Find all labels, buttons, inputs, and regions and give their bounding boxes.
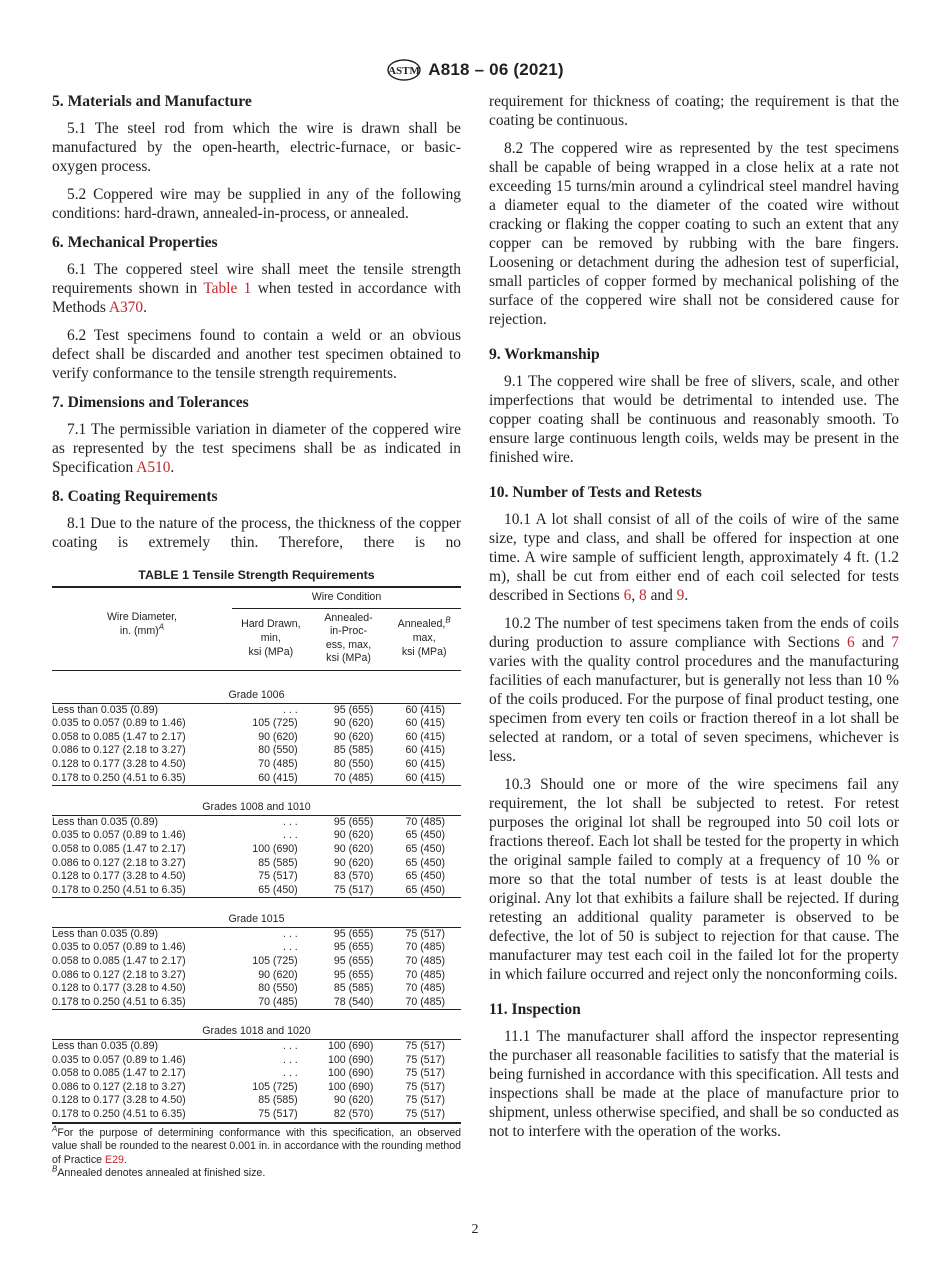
annealed-cell: 65 (450) [405, 883, 445, 896]
table-row [52, 1094, 461, 1108]
page-header [0, 58, 950, 87]
hard-drawn-cell: 65 (450) [258, 883, 298, 896]
annealed-cell: 60 (415) [405, 730, 445, 743]
document-designation: A818 – 06 (2021) [428, 60, 564, 79]
hard-drawn-cell: 70 (485) [258, 995, 298, 1008]
text: varies with the quality control procedures and the manufacturing facilities of each manufacturer, but is generally not less than 10 % of the coils produced. For the purpose of final product testing, one specimen from every ten coils or fraction thereof in a lot shall be selected at random, or a total of seven specimens, whichever is less. [489, 653, 899, 765]
annealed-in-process-cell: 100 (690) [328, 1053, 374, 1066]
hard-drawn-cell: 75 (517) [258, 870, 298, 883]
table-row [52, 996, 461, 1010]
annealed-in-process-cell: 85 (585) [333, 982, 374, 995]
annealed-in-process-cell: 90 (620) [333, 1094, 374, 1107]
table-row [52, 1040, 461, 1054]
text: and [854, 634, 892, 651]
annealed-cell: 75 (517) [405, 1080, 445, 1093]
text: . [143, 299, 147, 316]
text: 7.1 The permissible variation in diameter of the coppered wire as represented by the test specimens shall be as indicated in Specification [52, 421, 461, 476]
grade-group-row [52, 898, 461, 928]
diameter-cell: 0.086 to 0.127 (2.18 to 3.27) [52, 1080, 186, 1093]
hard-drawn-cell: . . . [282, 829, 298, 842]
annealed-cell: 65 (450) [405, 842, 445, 855]
diameter-cell: 0.086 to 0.127 (2.18 to 3.27) [52, 744, 186, 757]
diameter-cell: Less than 0.035 (0.89) [52, 815, 159, 828]
annealed-cell: 75 (517) [405, 1108, 445, 1120]
grade-group-row [52, 786, 461, 816]
diameter-cell: 0.128 to 0.177 (3.28 to 4.50) [52, 1094, 186, 1107]
text: 6.1 The coppered steel wire shall meet the tensile strength requirements shown in [52, 261, 461, 297]
diameter-cell: Less than 0.035 (0.89) [52, 927, 159, 940]
section-heading: 10. Number of Tests and Retests [489, 484, 702, 501]
annealed-in-process-cell: 100 (690) [328, 1040, 374, 1053]
header-text: ksi (MPa) [248, 645, 294, 658]
annealed-cell: 60 (415) [405, 757, 445, 770]
paragraph-8-1-cont: requirement for thickness of coating; the requirement is that the coating be continuous. [489, 93, 899, 129]
paragraph-8-2: 8.2 The coppered wire as represented by the test specimens shall be capable of being wrapped in a close helix at a rate not exceeding 15 turns/min around a cylindrical steel mandrel having a diameter equal to the diameter of the coated wire without cracking or flaking the copper coating to such an extent that any copper can be removed by rubbing with the bare fingers. Loosening or detachment during the adhesion test of superficial, small particles of copper formed by mechanical polishing of the surface of the coppered wire shall not be considered cause for rejection. [489, 140, 899, 328]
header-hard-drawn [232, 608, 310, 670]
diameter-cell: 0.128 to 0.177 (3.28 to 4.50) [52, 757, 186, 770]
hard-drawn-cell: 60 (415) [258, 771, 298, 784]
table-row [52, 772, 461, 786]
hard-drawn-cell: 105 (725) [252, 1080, 298, 1093]
hard-drawn-cell: . . . [282, 815, 298, 828]
paragraph-10-1 [489, 510, 899, 605]
paragraph-10-2 [489, 614, 899, 766]
text: . [170, 459, 175, 476]
annealed-cell: 70 (485) [405, 968, 445, 981]
annealed-in-process-cell: 82 (570) [333, 1108, 374, 1120]
section-heading: 5. Materials and Manufacture [52, 93, 252, 110]
annealed-cell: 65 (450) [405, 829, 445, 842]
annealed-cell: 75 (517) [405, 1040, 445, 1053]
paragraph-5-2: 5.2 Coppered wire may be supplied in any of the following conditions: hard-drawn, annealed-in-process, or annealed. [52, 186, 461, 222]
hard-drawn-cell: 105 (725) [252, 955, 298, 968]
hard-drawn-cell: 85 (585) [258, 856, 298, 869]
grade-label: Grade 1015 [52, 898, 461, 928]
svg-text:ASTM: ASTM [388, 65, 421, 77]
link-section-9[interactable]: 9 [676, 587, 685, 604]
table-row [52, 731, 461, 745]
annealed-cell: 60 (415) [405, 717, 445, 730]
annealed-cell: 60 (415) [405, 744, 445, 757]
annealed-in-process-cell: 95 (655) [333, 968, 374, 981]
annealed-in-process-cell: 80 (550) [333, 757, 374, 770]
annealed-cell: 70 (485) [405, 955, 445, 968]
link-section-6[interactable]: 6 [847, 634, 855, 651]
section-8 [52, 487, 461, 552]
annealed-in-process-cell: 70 (485) [333, 771, 374, 784]
annealed-in-process-cell: 90 (620) [333, 829, 374, 842]
header-wire-condition: Wire Condition [232, 587, 461, 608]
footnote-text: For the purpose of determining conformance with this specification, an observed value shall be rounded to the nearest 0.001 in. in accordance with the rounding method of Practice [52, 1126, 461, 1166]
diameter-cell: 0.178 to 0.250 (4.51 to 6.35) [52, 883, 186, 896]
annealed-in-process-cell: 83 (570) [333, 870, 374, 883]
annealed-in-process-cell: 85 (585) [333, 744, 374, 757]
header-text: Annealed- [324, 611, 373, 624]
diameter-cell: 0.178 to 0.250 (4.51 to 6.35) [52, 771, 186, 784]
paragraph-11-1: 11.1 The manufacturer shall afford the inspector representing the purchaser all reasonable facilities to satisfy that the material is being furnished in accordance with this specification. All tests and inspections shall be made at the place of manufacture prior to shipment, unless otherwise specified, and shall be so conducted as not to interfere with the operation of the works. [489, 1028, 899, 1140]
paragraph-8-1: 8.1 Due to the nature of the process, the thickness of the copper coating is extremely thin. Therefore, there is no [52, 515, 461, 551]
diameter-cell: Less than 0.035 (0.89) [52, 1040, 159, 1053]
annealed-in-process-cell: 95 (655) [333, 927, 374, 940]
table-row [52, 1054, 461, 1068]
section-5 [52, 92, 461, 223]
annealed-in-process-cell: 78 (540) [333, 995, 374, 1008]
annealed-cell: 60 (415) [405, 703, 445, 716]
table-row [52, 829, 461, 843]
diameter-cell: 0.178 to 0.250 (4.51 to 6.35) [52, 995, 186, 1008]
footnote-text: Annealed denotes annealed at finished size. [57, 1167, 266, 1180]
diameter-cell: 0.128 to 0.177 (3.28 to 4.50) [52, 870, 186, 883]
annealed-in-process-cell: 90 (620) [333, 842, 374, 855]
table-title: TABLE 1 Tensile Strength Requirements [138, 568, 375, 582]
left-column [52, 92, 461, 562]
header-text: min, [260, 631, 281, 644]
section-10 [489, 483, 899, 984]
hard-drawn-cell: . . . [282, 927, 298, 940]
diameter-cell: Less than 0.035 (0.89) [52, 703, 159, 716]
hard-drawn-cell: 105 (725) [252, 717, 298, 730]
section-7 [52, 393, 461, 477]
hard-drawn-cell: 90 (620) [258, 968, 298, 981]
table-footer-rule [52, 1122, 461, 1124]
table-row [52, 717, 461, 731]
paragraph-7-1 [52, 420, 461, 477]
annealed-in-process-cell: 100 (690) [328, 1067, 374, 1080]
grade-group-row [52, 670, 461, 703]
link-a510[interactable]: A510 [136, 459, 171, 476]
annealed-in-process-cell: 95 (655) [333, 941, 374, 954]
paragraph-9-1: 9.1 The coppered wire shall be free of slivers, scale, and other imperfections that would be detrimental to intended use. The copper coating shall be continuous and reasonably smooth. To ensure large continuous length coils, welds may be present in the finished wire. [489, 373, 899, 466]
hard-drawn-cell: 80 (550) [258, 744, 298, 757]
header-text: in. (mm) [119, 624, 159, 637]
annealed-cell: 70 (485) [405, 941, 445, 954]
link-a370[interactable]: A370 [108, 299, 144, 316]
section-6 [52, 233, 461, 383]
diameter-cell: 0.058 to 0.085 (1.47 to 2.17) [52, 842, 186, 855]
header-text: Wire Diameter, [106, 611, 177, 624]
grade-label: Grades 1008 and 1010 [52, 786, 461, 816]
section-heading: 6. Mechanical Properties [52, 234, 218, 251]
diameter-cell: 0.058 to 0.085 (1.47 to 2.17) [52, 955, 186, 968]
header-text: ksi (MPa) [326, 652, 371, 665]
footnote-marker: B [445, 615, 451, 625]
diameter-cell: 0.128 to 0.177 (3.28 to 4.50) [52, 982, 186, 995]
annealed-cell: 70 (485) [405, 995, 445, 1008]
section-heading: 9. Workmanship [489, 346, 600, 363]
table-row [52, 1081, 461, 1095]
table-row [52, 1067, 461, 1081]
grade-label: Grades 1018 and 1020 [52, 1010, 461, 1040]
annealed-cell: 65 (450) [405, 856, 445, 869]
section-11 [489, 1000, 899, 1141]
table-row [52, 870, 461, 884]
annealed-cell: 70 (485) [405, 982, 445, 995]
annealed-cell: 70 (485) [405, 815, 445, 828]
table-1 [52, 568, 461, 1181]
hard-drawn-cell: 70 (485) [258, 757, 298, 770]
text: , [631, 587, 640, 604]
hard-drawn-cell: . . . [282, 703, 298, 716]
hard-drawn-cell: 85 (585) [258, 1094, 298, 1107]
annealed-in-process-cell: 100 (690) [328, 1080, 374, 1093]
link-e29[interactable]: E29 [105, 1153, 124, 1166]
header-text: ess, max, [325, 638, 372, 651]
diameter-cell: 0.086 to 0.127 (2.18 to 3.27) [52, 856, 186, 869]
annealed-cell: 60 (415) [405, 771, 445, 784]
footnote-text: . [123, 1153, 127, 1166]
paragraph-10-3: 10.3 Should one or more of the wire specimens fail any requirement, the lot shall be subjected to retest. For retest purposes the original lot shall be regrouped into 50 coil lots or fractions thereof. Each lot shall be tested for the property in which the original sample failed to comply at a frequency of 10 % or more so that the total number of tests is at least double the original. Any lot that exhibits a failure shall be rejected. If during retesting an additional quality parameter is observed to be defective, the lot of 50 is subject to rejection for that cause. The manufacturer may test each coil in the failed lot for the property in which failure occurred and reject only the nonconforming coils. [489, 776, 899, 983]
hard-drawn-cell: . . . [282, 1067, 298, 1080]
annealed-cell: 65 (450) [405, 870, 445, 883]
footnote-a [52, 1124, 461, 1168]
diameter-cell: 0.058 to 0.085 (1.47 to 2.17) [52, 1067, 186, 1080]
hard-drawn-cell: 80 (550) [258, 982, 298, 995]
table-row [52, 969, 461, 983]
section-8-continued [489, 92, 899, 329]
diameter-cell: 0.058 to 0.085 (1.47 to 2.17) [52, 730, 186, 743]
footnote-b [52, 1164, 461, 1181]
table-row [52, 1108, 461, 1122]
diameter-cell: 0.035 to 0.057 (0.89 to 1.46) [52, 941, 186, 954]
paragraph-5-1: 5.1 The steel rod from which the wire is drawn shall be manufactured by the open-hearth, electric-furnace, or basic-oxygen process. [52, 120, 461, 175]
table-row [52, 815, 461, 829]
right-column [489, 92, 899, 1151]
section-heading: 7. Dimensions and Tolerances [52, 394, 249, 411]
footnote-marker: A [52, 1124, 58, 1134]
table-row [52, 941, 461, 955]
section-heading: 11. Inspection [489, 1001, 581, 1018]
text: 10.2 The number of test specimens taken from the ends of coils during production to assure compliance with Sections [489, 615, 899, 651]
table-row [52, 884, 461, 898]
text: and [646, 587, 677, 604]
header-text: Hard Drawn, [241, 618, 301, 631]
header-text: Annealed, [397, 618, 446, 631]
section-heading: 8. Coating Requirements [52, 488, 218, 505]
annealed-in-process-cell: 95 (655) [333, 955, 374, 968]
link-section-8[interactable]: 8 [639, 587, 647, 604]
header-text: in-Proc- [329, 625, 368, 638]
diameter-cell: 0.086 to 0.127 (2.18 to 3.27) [52, 968, 186, 981]
footnote-marker: A [158, 622, 165, 632]
text: when tested in accordance with Methods [52, 280, 461, 316]
table-row [52, 857, 461, 871]
annealed-in-process-cell: 95 (655) [333, 703, 374, 716]
table-row [52, 758, 461, 772]
table-body [52, 670, 461, 1121]
annealed-in-process-cell: 90 (620) [333, 717, 374, 730]
text: 10.1 A lot shall consist of all of the coils of wire of the same size, type and class, and shall be offered for inspection at one time. A wire sample of sufficient length, approximately 4 ft. (1.2 m), shall be cut from either end of each coil selected for tests described in Sections [489, 511, 899, 604]
hard-drawn-cell: 90 (620) [258, 730, 298, 743]
table-row [52, 703, 461, 717]
annealed-in-process-cell: 90 (620) [333, 856, 374, 869]
text: . [684, 587, 689, 604]
table-row [52, 955, 461, 969]
page-number: 2 [471, 1222, 479, 1237]
hard-drawn-cell: . . . [282, 1053, 298, 1066]
footnote-marker: B [52, 1164, 58, 1174]
annealed-in-process-cell: 75 (517) [333, 883, 374, 896]
diameter-cell: 0.035 to 0.057 (0.89 to 1.46) [52, 717, 186, 730]
hard-drawn-cell: 100 (690) [252, 842, 298, 855]
diameter-cell: 0.035 to 0.057 (0.89 to 1.46) [52, 1053, 186, 1066]
link-section-7[interactable]: 7 [891, 634, 899, 651]
grade-group-row [52, 1010, 461, 1040]
table-row [52, 744, 461, 758]
annealed-cell: 75 (517) [405, 1094, 445, 1107]
paragraph-6-2: 6.2 Test specimens found to contain a weld or an obvious defect shall be discarded and another test specimen obtained to verify conformance to the tensile strength requirements. [52, 327, 461, 382]
hard-drawn-cell: . . . [282, 1040, 298, 1053]
section-9 [489, 345, 899, 467]
annealed-in-process-cell: 95 (655) [333, 815, 374, 828]
header-annealed [387, 608, 461, 670]
hard-drawn-cell: . . . [282, 941, 298, 954]
diameter-cell: 0.178 to 0.250 (4.51 to 6.35) [52, 1108, 186, 1120]
diameter-cell: 0.035 to 0.057 (0.89 to 1.46) [52, 829, 186, 842]
table-row [52, 843, 461, 857]
annealed-cell: 75 (517) [405, 1067, 445, 1080]
annealed-cell: 75 (517) [405, 927, 445, 940]
grade-label: Grade 1006 [52, 670, 461, 703]
tensile-strength-table [52, 586, 461, 1122]
hard-drawn-cell: 75 (517) [258, 1108, 298, 1120]
annealed-in-process-cell: 90 (620) [333, 730, 374, 743]
link-section-6[interactable]: 6 [623, 587, 632, 604]
header-text: max, [412, 631, 436, 644]
table-row [52, 927, 461, 941]
paragraph-6-1 [52, 260, 461, 317]
header-annealed-in-process [310, 608, 388, 670]
link-table-1[interactable]: Table 1 [203, 280, 252, 297]
table-row [52, 982, 461, 996]
header-text: ksi (MPa) [401, 645, 447, 658]
annealed-cell: 75 (517) [405, 1053, 445, 1066]
astm-logo-icon [386, 58, 422, 82]
header-wire-diameter [52, 587, 232, 670]
